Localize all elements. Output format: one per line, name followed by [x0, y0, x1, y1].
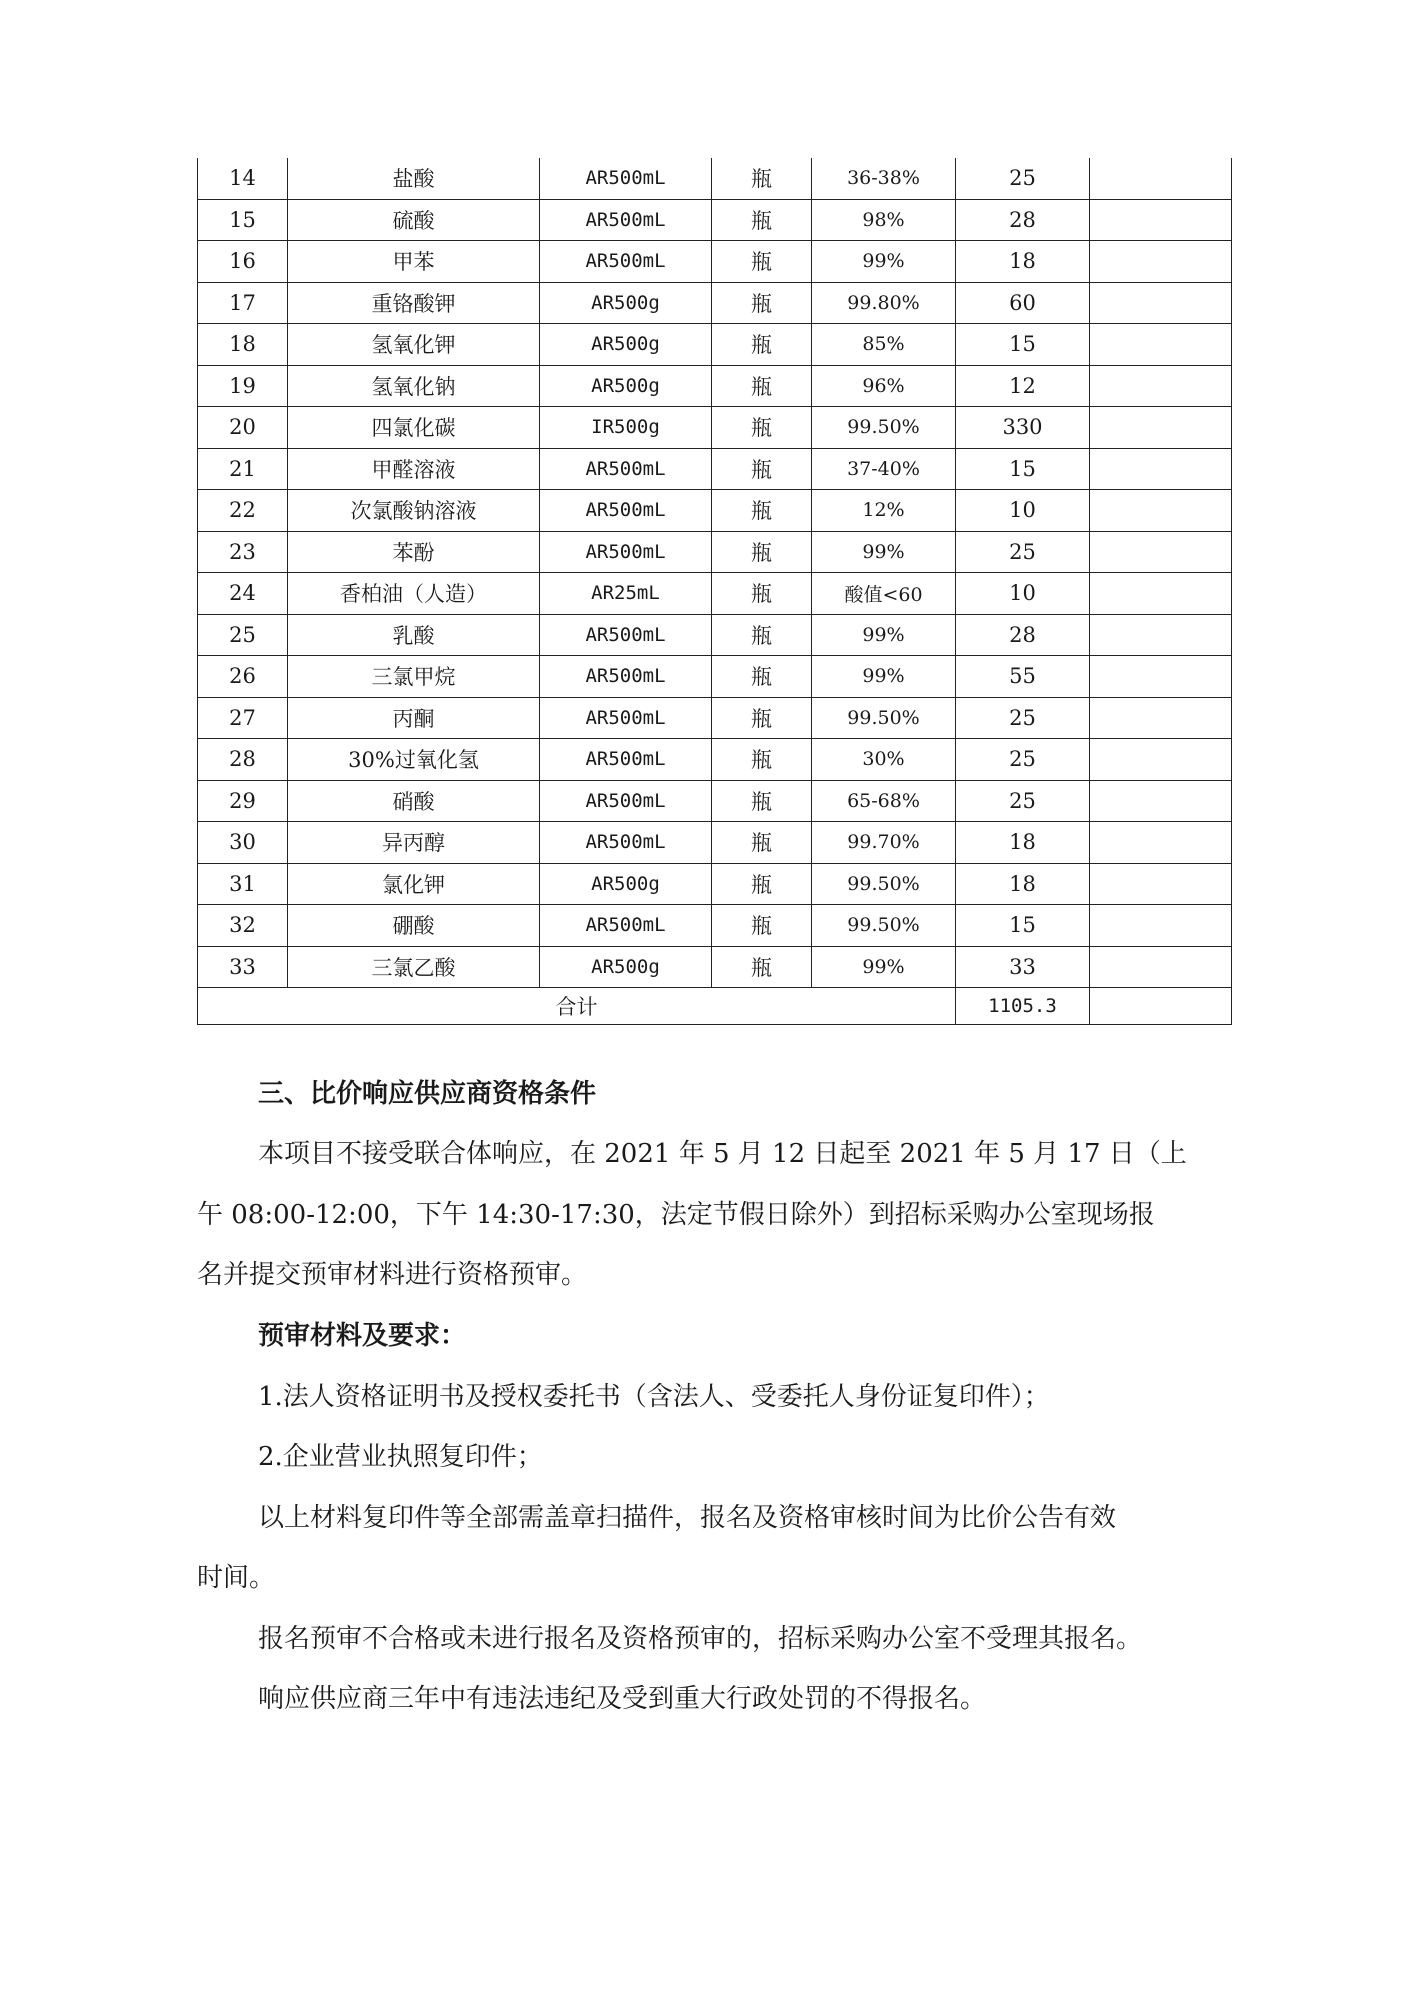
paragraph-line: 名并提交预审材料进行资格预审。	[197, 1260, 588, 1290]
cell-unit: 瓶	[712, 739, 812, 781]
cell-unit: 瓶	[712, 531, 812, 573]
cell-unit: 瓶	[712, 614, 812, 656]
cell-remark	[1090, 822, 1232, 864]
cell-unit: 瓶	[712, 863, 812, 905]
cell-remark	[1090, 573, 1232, 615]
cell-price: 25	[956, 158, 1090, 199]
cell-no: 21	[198, 448, 288, 490]
cell-spec: AR500mL	[540, 531, 712, 573]
cell-spec: AR500mL	[540, 199, 712, 241]
cell-remark	[1090, 739, 1232, 781]
cell-price: 25	[956, 531, 1090, 573]
cell-spec: AR500mL	[540, 614, 712, 656]
cell-unit: 瓶	[712, 822, 812, 864]
cell-unit: 瓶	[712, 282, 812, 324]
cell-spec: AR500g	[540, 946, 712, 988]
cell-name: 氢氧化钾	[288, 324, 540, 366]
cell-purity: 99%	[812, 946, 956, 988]
cell-remark	[1090, 614, 1232, 656]
cell-price: 25	[956, 739, 1090, 781]
cell-name: 氯化钾	[288, 863, 540, 905]
cell-name: 三氯乙酸	[288, 946, 540, 988]
cell-purity: 99%	[812, 241, 956, 283]
cell-remark	[1090, 905, 1232, 947]
reagent-table	[197, 158, 1232, 1025]
table-row	[198, 573, 1232, 615]
cell-no: 14	[198, 158, 288, 199]
cell-name: 硫酸	[288, 199, 540, 241]
cell-spec: IR500g	[540, 407, 712, 449]
cell-spec: AR500mL	[540, 490, 712, 532]
cell-remark	[1090, 365, 1232, 407]
cell-price: 15	[956, 905, 1090, 947]
total-value: 1105.3	[956, 988, 1090, 1025]
cell-remark	[1090, 158, 1232, 199]
cell-no: 26	[198, 656, 288, 698]
table-row	[198, 365, 1232, 407]
cell-unit: 瓶	[712, 158, 812, 199]
cell-unit: 瓶	[712, 324, 812, 366]
cell-purity: 30%	[812, 739, 956, 781]
cell-unit: 瓶	[712, 905, 812, 947]
cell-name: 硝酸	[288, 780, 540, 822]
cell-spec: AR500g	[540, 282, 712, 324]
table-row	[198, 448, 1232, 490]
cell-unit: 瓶	[712, 365, 812, 407]
cell-remark	[1090, 988, 1232, 1025]
cell-name: 三氯甲烷	[288, 656, 540, 698]
list-item: 1.法人资格证明书及授权委托书（含法人、受委托人身份证复印件）；	[258, 1382, 1050, 1412]
cell-unit: 瓶	[712, 573, 812, 615]
paragraph-line: 以上材料复印件等全部需盖章扫描件，报名及资格审核时间为比价公告有效	[258, 1503, 1117, 1533]
cell-price: 330	[956, 407, 1090, 449]
cell-price: 28	[956, 614, 1090, 656]
cell-name: 次氯酸钠溶液	[288, 490, 540, 532]
cell-unit: 瓶	[712, 199, 812, 241]
cell-price: 25	[956, 780, 1090, 822]
cell-spec: AR500mL	[540, 739, 712, 781]
table-row	[198, 656, 1232, 698]
cell-unit: 瓶	[712, 697, 812, 739]
table-row	[198, 490, 1232, 532]
cell-purity: 36-38%	[812, 158, 956, 199]
table-row	[198, 905, 1232, 947]
list-item: 2.企业营业执照复印件；	[258, 1442, 543, 1472]
cell-purity: 99.50%	[812, 697, 956, 739]
cell-price: 18	[956, 863, 1090, 905]
cell-price: 60	[956, 282, 1090, 324]
cell-name: 氢氧化钠	[288, 365, 540, 407]
cell-no: 28	[198, 739, 288, 781]
cell-purity: 99%	[812, 531, 956, 573]
cell-purity: 85%	[812, 324, 956, 366]
cell-remark	[1090, 697, 1232, 739]
table-row	[198, 324, 1232, 366]
cell-no: 18	[198, 324, 288, 366]
cell-unit: 瓶	[712, 241, 812, 283]
cell-purity: 99%	[812, 656, 956, 698]
cell-remark	[1090, 199, 1232, 241]
paragraph-line: 响应供应商三年中有违法违纪及受到重大行政处罚的不得报名。	[258, 1684, 987, 1714]
paragraph-line: 本项目不接受联合体响应，在 2021 年 5 月 12 日起至 2021 年 5 月 17 日（上	[258, 1139, 1187, 1169]
cell-spec: AR500mL	[540, 158, 712, 199]
cell-no: 32	[198, 905, 288, 947]
cell-spec: AR500mL	[540, 448, 712, 490]
table-row	[198, 946, 1232, 988]
cell-no: 17	[198, 282, 288, 324]
cell-name: 香柏油（人造）	[288, 573, 540, 615]
cell-spec: AR500mL	[540, 780, 712, 822]
cell-unit: 瓶	[712, 656, 812, 698]
cell-purity: 65-68%	[812, 780, 956, 822]
cell-spec: AR500mL	[540, 822, 712, 864]
cell-no: 19	[198, 365, 288, 407]
cell-name: 苯酚	[288, 531, 540, 573]
cell-purity: 99.50%	[812, 407, 956, 449]
cell-price: 12	[956, 365, 1090, 407]
cell-no: 23	[198, 531, 288, 573]
cell-name: 异丙醇	[288, 822, 540, 864]
cell-spec: AR500mL	[540, 241, 712, 283]
cell-no: 31	[198, 863, 288, 905]
cell-price: 25	[956, 697, 1090, 739]
cell-unit: 瓶	[712, 490, 812, 532]
cell-no: 24	[198, 573, 288, 615]
cell-unit: 瓶	[712, 407, 812, 449]
reagent-table-body	[198, 158, 1232, 1025]
cell-name: 盐酸	[288, 158, 540, 199]
table-total-row	[198, 988, 1232, 1025]
cell-no: 22	[198, 490, 288, 532]
table-row	[198, 531, 1232, 573]
total-label: 合计	[198, 988, 956, 1025]
cell-price: 15	[956, 448, 1090, 490]
cell-no: 25	[198, 614, 288, 656]
cell-price: 28	[956, 199, 1090, 241]
cell-price: 55	[956, 656, 1090, 698]
cell-remark	[1090, 531, 1232, 573]
cell-spec: AR500g	[540, 324, 712, 366]
cell-no: 29	[198, 780, 288, 822]
cell-unit: 瓶	[712, 780, 812, 822]
table-row	[198, 863, 1232, 905]
cell-purity: 99.50%	[812, 863, 956, 905]
cell-remark	[1090, 282, 1232, 324]
cell-remark	[1090, 656, 1232, 698]
cell-name: 甲苯	[288, 241, 540, 283]
materials-heading: 预审材料及要求：	[258, 1321, 467, 1351]
cell-price: 10	[956, 573, 1090, 615]
cell-remark	[1090, 780, 1232, 822]
paragraph-line: 时间。	[197, 1563, 276, 1593]
cell-purity: 酸值<60	[812, 573, 956, 615]
cell-no: 33	[198, 946, 288, 988]
cell-spec: AR25mL	[540, 573, 712, 615]
cell-spec: AR500mL	[540, 656, 712, 698]
cell-name: 四氯化碳	[288, 407, 540, 449]
table-row	[198, 282, 1232, 324]
cell-name: 重铬酸钾	[288, 282, 540, 324]
cell-no: 15	[198, 199, 288, 241]
table-row	[198, 614, 1232, 656]
table-row	[198, 158, 1232, 199]
cell-name: 30%过氧化氢	[288, 739, 540, 781]
cell-purity: 99.50%	[812, 905, 956, 947]
table-row	[198, 407, 1232, 449]
cell-remark	[1090, 324, 1232, 366]
cell-remark	[1090, 241, 1232, 283]
table-row	[198, 199, 1232, 241]
cell-price: 10	[956, 490, 1090, 532]
cell-purity: 99%	[812, 614, 956, 656]
paragraph-line: 报名预审不合格或未进行报名及资格预审的，招标采购办公室不受理其报名。	[258, 1624, 1143, 1654]
cell-price: 15	[956, 324, 1090, 366]
cell-name: 硼酸	[288, 905, 540, 947]
cell-no: 27	[198, 697, 288, 739]
cell-name: 乳酸	[288, 614, 540, 656]
cell-remark	[1090, 448, 1232, 490]
cell-no: 16	[198, 241, 288, 283]
cell-unit: 瓶	[712, 448, 812, 490]
cell-price: 18	[956, 822, 1090, 864]
cell-purity: 12%	[812, 490, 956, 532]
cell-spec: AR500mL	[540, 697, 712, 739]
cell-unit: 瓶	[712, 946, 812, 988]
paragraph-line: 午 08:00-12:00，下午 14:30-17:30，法定节假日除外）到招标采购办公室现场报	[197, 1200, 1155, 1230]
cell-price: 33	[956, 946, 1090, 988]
table-row	[198, 697, 1232, 739]
cell-price: 18	[956, 241, 1090, 283]
cell-purity: 99.80%	[812, 282, 956, 324]
cell-spec: AR500mL	[540, 905, 712, 947]
cell-remark	[1090, 946, 1232, 988]
table-row	[198, 241, 1232, 283]
cell-purity: 98%	[812, 199, 956, 241]
cell-spec: AR500g	[540, 863, 712, 905]
cell-purity: 96%	[812, 365, 956, 407]
cell-no: 20	[198, 407, 288, 449]
table-row	[198, 822, 1232, 864]
table-row	[198, 780, 1232, 822]
cell-spec: AR500g	[540, 365, 712, 407]
cell-purity: 37-40%	[812, 448, 956, 490]
cell-remark	[1090, 863, 1232, 905]
cell-name: 丙酮	[288, 697, 540, 739]
cell-purity: 99.70%	[812, 822, 956, 864]
cell-name: 甲醛溶液	[288, 448, 540, 490]
cell-remark	[1090, 407, 1232, 449]
section-heading: 三、比价响应供应商资格条件	[258, 1079, 597, 1109]
cell-no: 30	[198, 822, 288, 864]
cell-remark	[1090, 490, 1232, 532]
table-row	[198, 739, 1232, 781]
